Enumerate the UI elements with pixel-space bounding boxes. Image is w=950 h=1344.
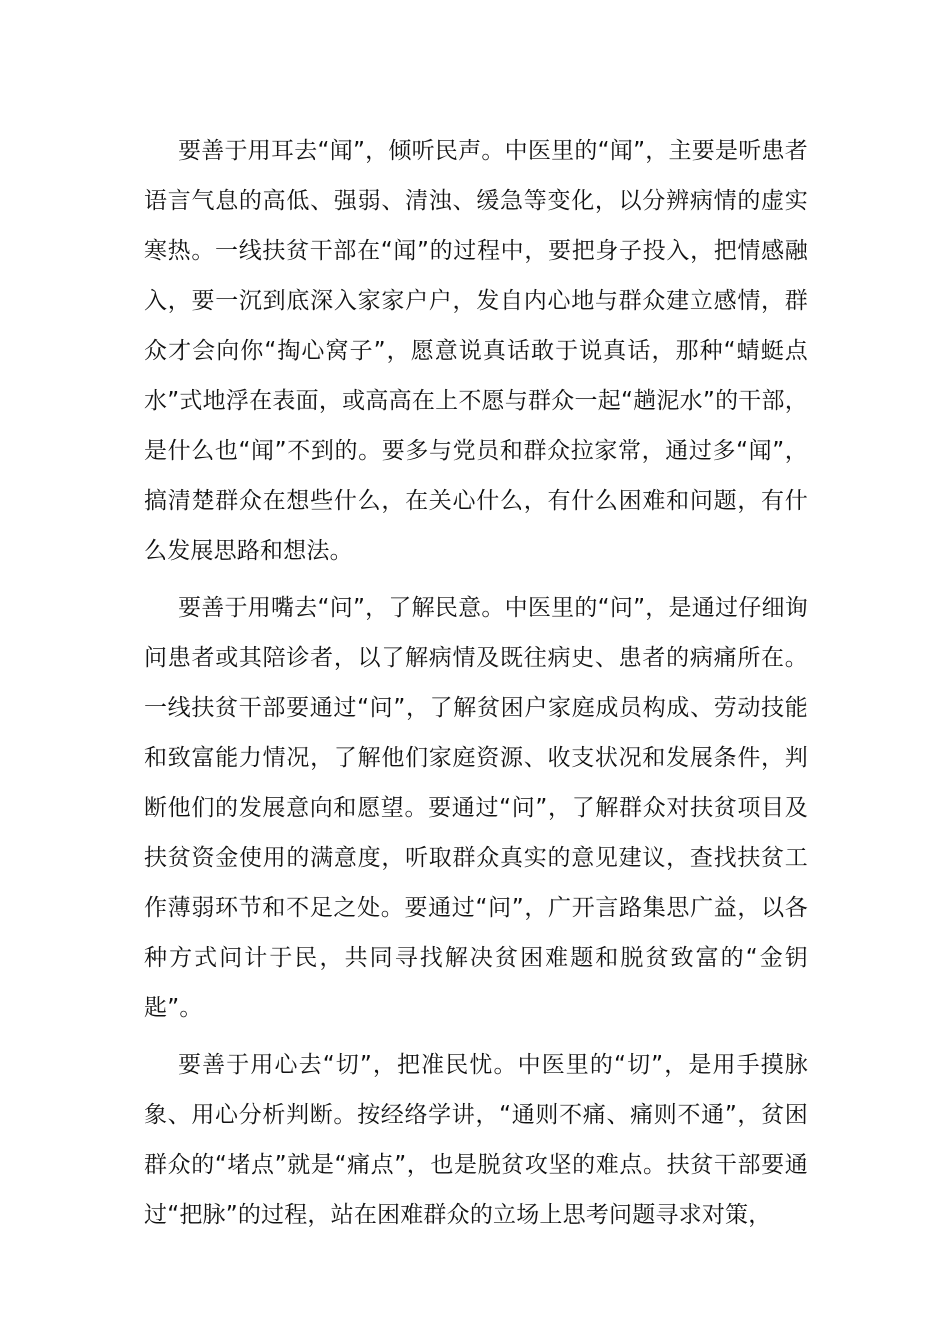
paragraph-listen: 要善于用耳去“闻”，倾听民声。中医里的“闻”，主要是听患者语言气息的高低、强弱、清浊、缓急等变化，以分辨病情的虚实寒热。一线扶贫干部在“闻”的过程中，要把身子投入，把情感融入，要一沉到底深入家家户户，发自内心地与群众建立感情，群众才会向你“掏心窝子”，愿意说真话敢于说真话，那种“蜻蜓点水”式地浮在表面，或高高在上不愿与群众一起“趟泥水”的干部，是什么也“闻”不到的。要多与党员和群众拉家常，通过多“闻”，搞清楚群众在想些什么，在关心什么，有什么困难和问题，有什么发展思路和想法。 — [144, 138, 808, 564]
paragraph-pulse: 要善于用心去“切”，把准民忧。中医里的“切”，是用手摸脉象、用心分析判断。按经络学讲，“通则不痛、痛则不通”，贫困群众的“堵点”就是“痛点”，也是脱贫攻坚的难点。扶贫干部要通过“把脉”的过程，站在困难群众的立场上思考问题寻求对策， — [144, 1052, 808, 1228]
document-body — [144, 126, 808, 1240]
paragraph-ask: 要善于用嘴去“问”，了解民意。中医里的“问”，是通过仔细询问患者或其陪诊者，以了解病情及既往病史、患者的病痛所在。一线扶贫干部要通过“问”，了解贫困户家庭成员构成、劳动技能和致富能力情况，了解他们家庭资源、收支状况和发展条件，判断他们的发展意向和愿望。要通过“问”，了解群众对扶贫项目及扶贫资金使用的满意度，听取群众真实的意见建议，查找扶贫工作薄弱环节和不足之处。要通过“问”，广开言路集思广益，以各种方式问计于民，共同寻找解决贫困难题和脱贫致富的“金钥匙”。 — [144, 595, 808, 1021]
